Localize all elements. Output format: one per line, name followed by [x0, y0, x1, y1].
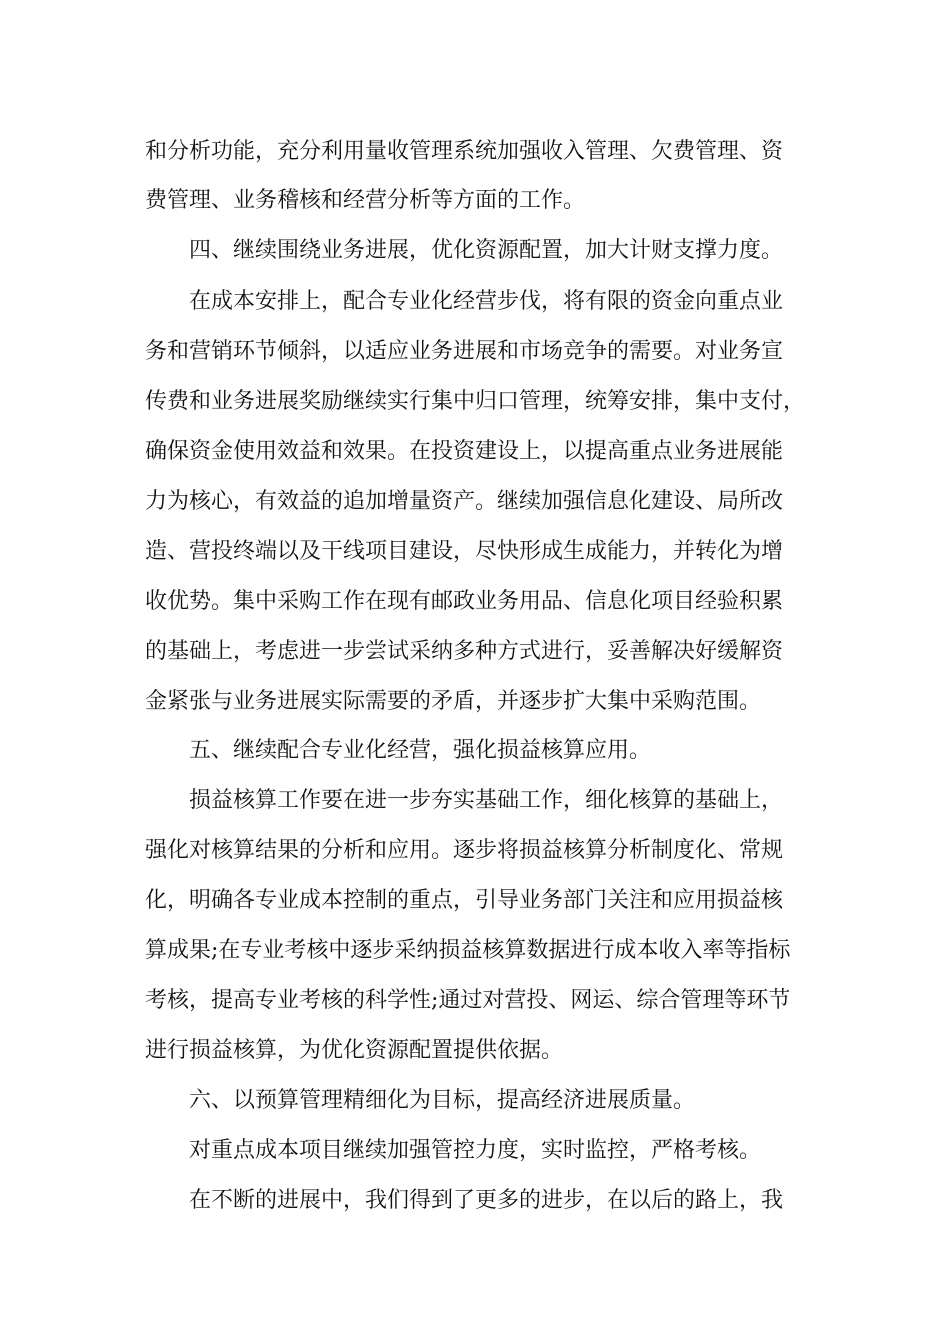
text-line: 收优势。集中采购工作在现有邮政业务用品、信息化项目经验积累: [145, 589, 784, 614]
text-line: 和分析功能，充分利用量收管理系统加强收入管理、欠费管理、资: [145, 139, 784, 164]
text-line: 对重点成本项目继续加强管控力度，实时监控，严格考核。: [189, 1138, 762, 1163]
text-line: 造、营投终端以及干线项目建设，尽快形成生成能力，并转化为增: [145, 539, 784, 564]
text-line: 损益核算工作要在进一步夯实基础工作，细化核算的基础上，: [189, 788, 784, 813]
section-heading: 五、继续配合专业化经营，强化损益核算应用。: [189, 738, 652, 763]
text-line: 力为核心，有效益的追加增量资产。继续加强信息化建设、局所改: [145, 489, 784, 514]
text-line: 的基础上，考虑进一步尝试采纳多种方式进行，妥善解决好缓解资: [145, 639, 784, 664]
text-line: 进行损益核算，为优化资源配置提供依据。: [145, 1038, 564, 1063]
text-line: 费管理、业务稽核和经营分析等方面的工作。: [145, 188, 586, 213]
text-line: 考核，提高专业考核的科学性;通过对营投、网运、综合管理等环节: [145, 988, 791, 1013]
text-line: 确保资金使用效益和效果。在投资建设上，以提高重点业务进展能: [145, 439, 784, 464]
text-line: 算成果;在专业考核中逐步采纳损益核算数据进行成本收入率等指标: [145, 938, 791, 963]
text-line: 务和营销环节倾斜，以适应业务进展和市场竞争的需要。对业务宣: [145, 339, 784, 364]
section-heading: 六、以预算管理精细化为目标，提高经济进展质量。: [189, 1088, 696, 1113]
text-line: 在不断的进展中，我们得到了更多的进步，在以后的路上，我: [189, 1188, 784, 1213]
text-line: 在成本安排上，配合专业化经营步伐，将有限的资金向重点业: [189, 289, 784, 314]
text-line: 化，明确各专业成本控制的重点，引导业务部门关注和应用损益核: [145, 888, 784, 913]
text-line: 强化对核算结果的分析和应用。逐步将损益核算分析制度化、常规: [145, 838, 784, 863]
text-line: 传费和业务进展奖励继续实行集中归口管理，统筹安排，集中支付，: [145, 389, 806, 414]
text-line: 金紧张与业务进展实际需要的矛盾，并逐步扩大集中采购范围。: [145, 689, 762, 714]
section-heading: 四、继续围绕业务进展，优化资源配置，加大计财支撑力度。: [189, 238, 784, 263]
